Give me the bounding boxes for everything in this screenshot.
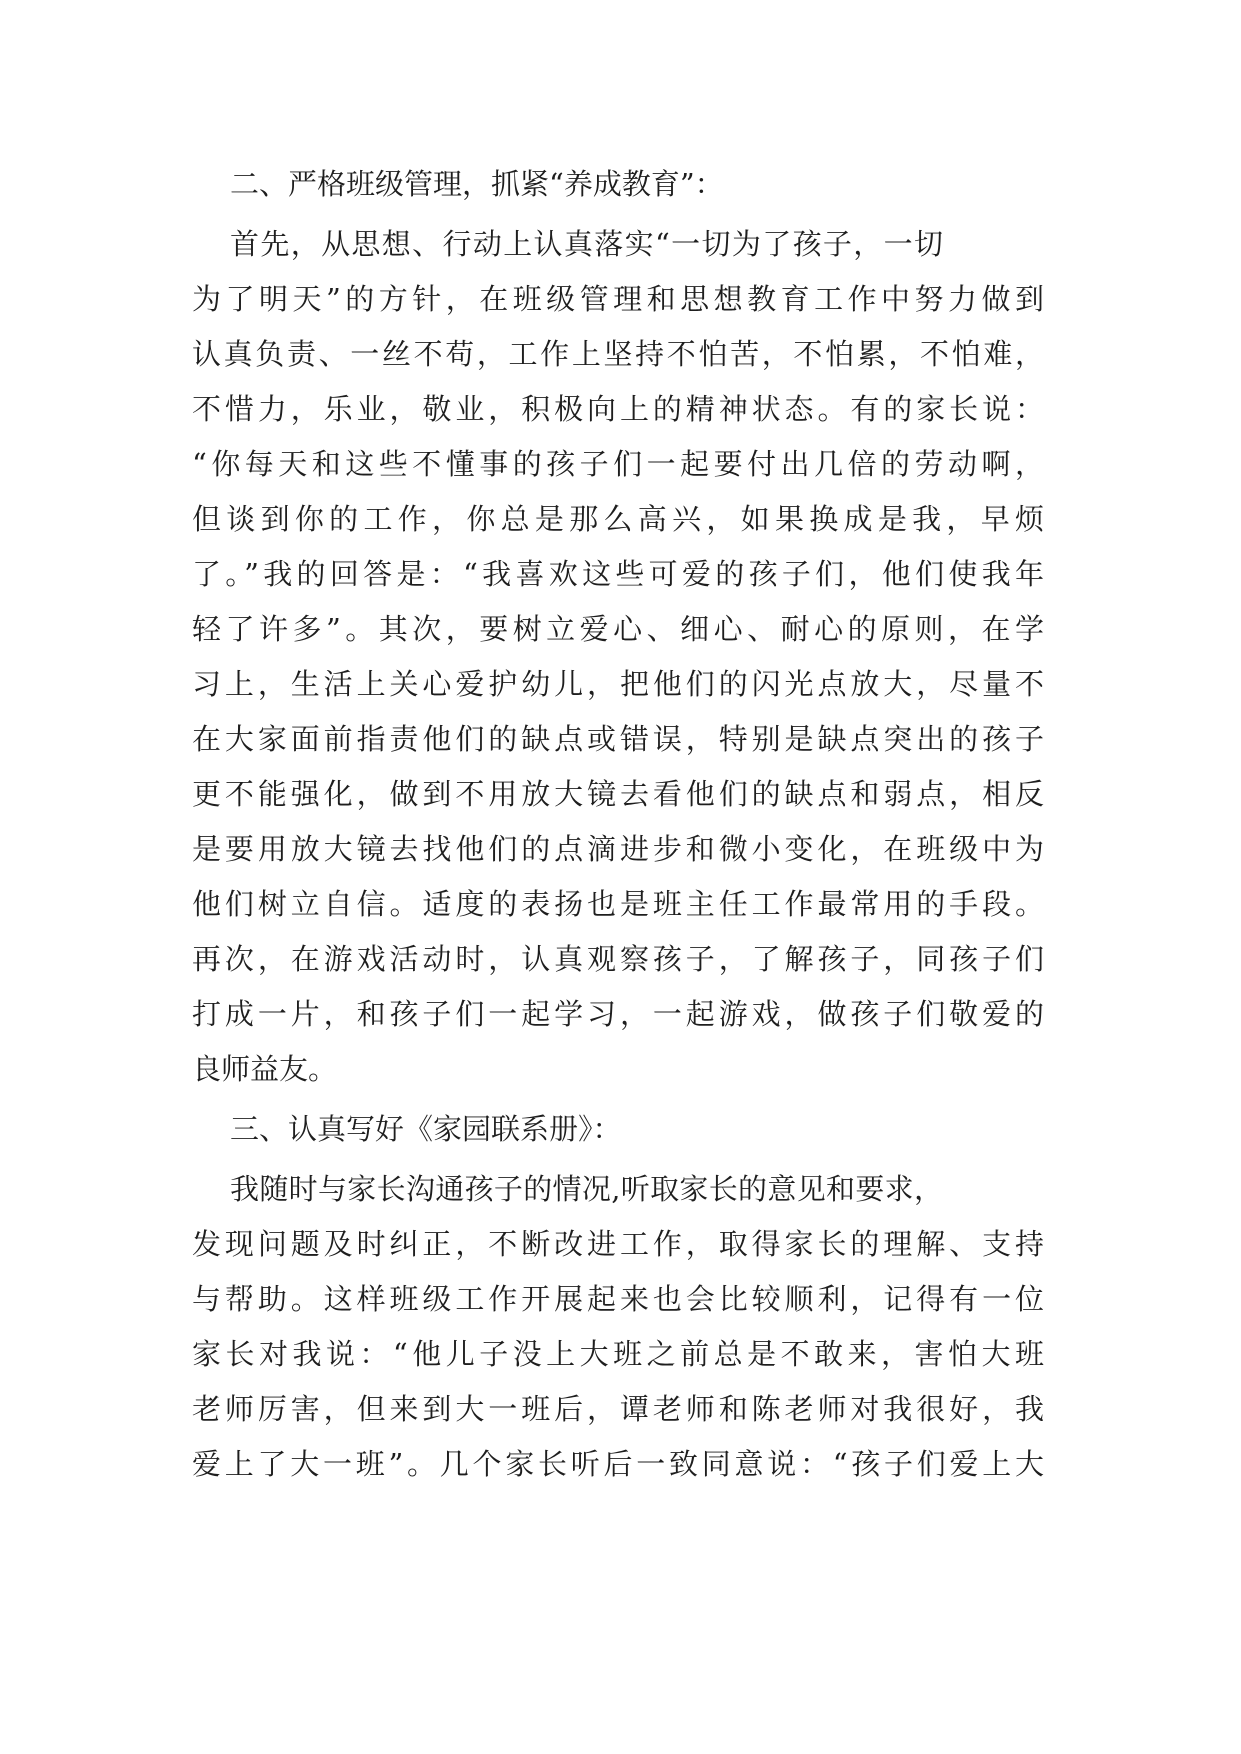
paragraph-line: 再次，在游戏活动时，认真观察孩子，了解孩子，同孩子们 [192,942,1044,976]
paragraph-line: 在大家面前指责他们的缺点或错误，特别是缺点突出的孩子 [192,722,1044,756]
paragraph-line: 了。”我的回答是：“我喜欢这些可爱的孩子们，他们使我年 [192,557,1044,591]
paragraph-line: 发现问题及时纠正，不断改进工作，取得家长的理解、支持 [192,1227,1044,1261]
paragraph-line: 首先，从思想、行动上认真落实“一切为了孩子，一切 [230,227,943,261]
section-heading-2: 二、严格班级管理，抓紧“养成教育”： [230,167,724,201]
paragraph-line: 老师厉害，但来到大一班后，谭老师和陈老师对我很好，我 [192,1392,1044,1426]
paragraph-line: 更不能强化，做到不用放大镜去看他们的缺点和弱点，相反 [192,777,1044,811]
paragraph-line: 是要用放大镜去找他们的点滴进步和微小变化，在班级中为 [192,832,1044,866]
paragraph-line: 良师益友。 [192,1052,338,1086]
paragraph-line: 不惜力，乐业，敬业，积极向上的精神状态。有的家长说： [192,392,1044,426]
paragraph-line: 家长对我说：“他儿子没上大班之前总是不敢来，害怕大班 [192,1337,1044,1371]
paragraph-line: 轻了许多”。其次，要树立爱心、细心、耐心的原则，在学 [192,612,1044,646]
paragraph-line: 认真负责、一丝不苟，工作上坚持不怕苦，不怕累，不怕难， [192,337,1044,371]
paragraph-line: 打成一片，和孩子们一起学习，一起游戏，做孩子们敬爱的 [192,997,1044,1031]
paragraph-line: 为了明天”的方针，在班级管理和思想教育工作中努力做到 [192,282,1044,316]
paragraph-line: 我随时与家长沟通孩子的情况,听取家长的意见和要求， [230,1172,943,1206]
paragraph-line: 他们树立自信。适度的表扬也是班主任工作最常用的手段。 [192,887,1044,921]
paragraph-line: 习上，生活上关心爱护幼儿，把他们的闪光点放大，尽量不 [192,667,1044,701]
section-heading-3: 三、认真写好《家园联系册》： [230,1112,622,1146]
paragraph-line: “你每天和这些不懂事的孩子们一起要付出几倍的劳动啊， [192,447,1044,481]
paragraph-line: 与帮助。这样班级工作开展起来也会比较顺利，记得有一位 [192,1282,1044,1316]
paragraph-line: 但谈到你的工作，你总是那么高兴，如果换成是我，早烦 [192,502,1044,536]
paragraph-line: 爱上了大一班”。几个家长听后一致同意说：“孩子们爱上大 [192,1447,1044,1481]
